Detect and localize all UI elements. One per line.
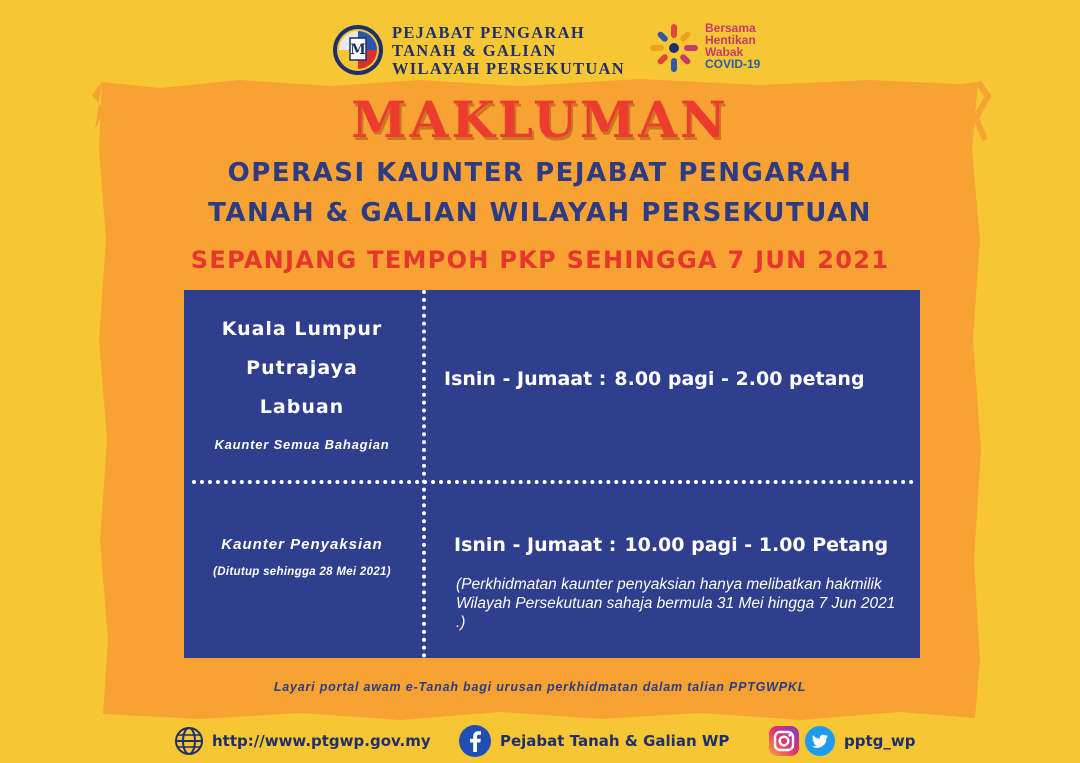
- location-item: Putrajaya: [246, 357, 358, 379]
- covid-campaign-text: [705, 22, 760, 70]
- twitter-icon: [804, 725, 836, 757]
- facebook-icon: [458, 724, 492, 758]
- notice-subtitle-line2: TANAH & GALIAN WILAYAH PERSEKUTUAN: [208, 198, 872, 228]
- witness-counter-note: (Ditutup sehingga 28 Mei 2021): [213, 566, 391, 578]
- location-item: Kuala Lumpur: [221, 318, 383, 340]
- campaign-line: Hentikan: [705, 33, 756, 47]
- footer: [0, 715, 1080, 763]
- instagram-icon: [768, 725, 800, 757]
- covid-campaign-logo: [645, 22, 703, 74]
- social-handle: pptg_wp: [844, 732, 916, 750]
- campaign-line: Bersama: [705, 21, 756, 35]
- location-item: Labuan: [259, 396, 345, 418]
- location-list: [184, 310, 420, 427]
- campaign-line: Wabak: [705, 45, 744, 59]
- witness-counter-remark: (Perkhidmatan kaunter penyaksian hanya melibatkan hakmilik Wilayah Persekutuan sahaja bermula 31 Mei hingga 7 Jun 2021 .): [456, 576, 896, 631]
- campaign-line: COVID-19: [705, 57, 761, 71]
- website-link[interactable]: [174, 723, 431, 759]
- location-note: Kaunter Semua Bahagian: [214, 437, 390, 452]
- svg-text:M: M: [350, 42, 366, 58]
- column-divider: [422, 290, 426, 658]
- government-crest-icon: [330, 24, 386, 76]
- facebook-page-name: Pejabat Tanah & Galian WP: [500, 732, 730, 750]
- notice-subtitle-line1: OPERASI KAUNTER PEJABAT PENGARAH: [227, 158, 853, 188]
- days-label: Isnin - Jumaat :: [444, 368, 607, 390]
- general-counter-hours: [444, 368, 865, 390]
- org-name-line: PEJABAT PENGARAH: [392, 23, 585, 42]
- organization-name: [392, 24, 632, 78]
- hours-value: 8.00 pagi - 2.00 petang: [614, 368, 865, 390]
- witness-counter-hours: [454, 534, 888, 556]
- days-label: Isnin - Jumaat :: [454, 534, 617, 556]
- org-name-line: WILAYAH PERSEKUTUAN: [392, 59, 625, 78]
- witness-counter-label: Kaunter Penyaksian: [221, 536, 383, 553]
- operating-hours-table: [184, 290, 920, 658]
- website-url: http://www.ptgwp.gov.my: [212, 732, 431, 750]
- social-handle-link[interactable]: [768, 723, 915, 759]
- row-divider: [192, 480, 914, 484]
- notice-title: MAKLUMAN: [351, 90, 729, 149]
- facebook-link[interactable]: [458, 723, 729, 759]
- org-name-line: TANAH & GALIAN: [392, 41, 557, 60]
- portal-note: Layari portal awam e-Tanah bagi urusan perkhidmatan dalam talian PPTGWPKL: [273, 680, 807, 694]
- globe-icon: [174, 726, 204, 756]
- notice-period: SEPANJANG TEMPOH PKP SEHINGGA 7 JUN 2021: [190, 246, 890, 274]
- hours-value: 10.00 pagi - 1.00 Petang: [624, 534, 889, 556]
